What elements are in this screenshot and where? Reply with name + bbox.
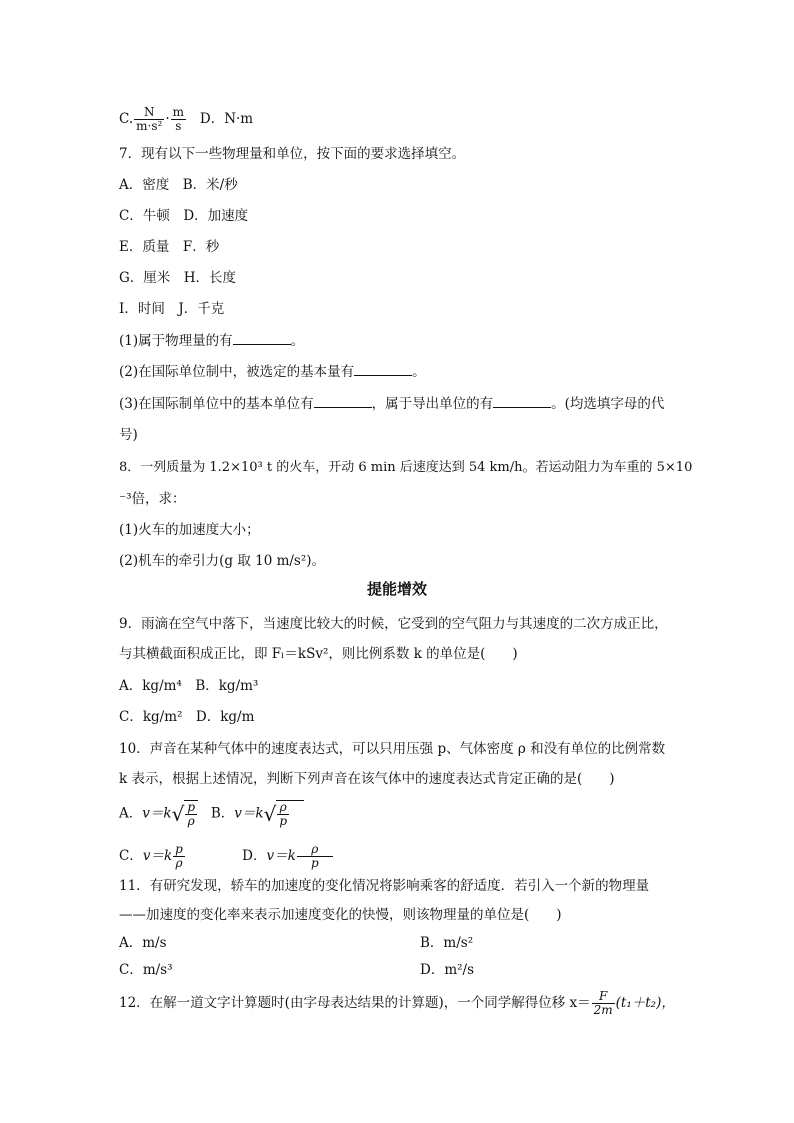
q10-option-b-lhs: v＝k	[234, 805, 264, 822]
q6-options	[119, 106, 253, 133]
q6-fraction-2	[171, 106, 186, 133]
q11-stem-line2: ——加速度的变化率来表示加速度变化的快慢，则该物理量的单位是( )	[119, 907, 562, 923]
q7-part2	[119, 363, 426, 381]
q10-options-ab	[119, 800, 304, 828]
q10-d-num: ρ	[297, 843, 333, 857]
q7-part1	[119, 332, 304, 350]
q6-option-d: D．N·m	[199, 111, 254, 127]
q10-option-a-label: A．	[119, 805, 143, 822]
q10-c-den: ρ	[175, 856, 183, 870]
q6-frac1-num: N	[134, 106, 164, 120]
q10-option-d-label: D．	[242, 848, 267, 864]
q6-frac2-den: s	[175, 119, 182, 133]
q11-option-d: D．m²/s	[420, 962, 475, 978]
q6-frac2-num: m	[172, 105, 184, 119]
q10-b-den: p	[279, 814, 288, 828]
q9-stem-line2: 与其横截面积成正比，即 Fₗ＝kSv²，则比例系数 k 的单位是( )	[119, 646, 518, 662]
q10-b-num: ρ	[277, 801, 289, 815]
q10-options-cd	[119, 843, 334, 870]
q11-stem-line1: 11．有研究发现，轿车的加速度的变化情况将影响乘客的舒适度．若引入一个新的物理量	[119, 878, 650, 894]
q7-stem: 7．现有以下一些物理量和单位，按下面的要求选择填空。	[119, 146, 466, 162]
q7-part3	[119, 395, 664, 413]
q8-part1: (1)火车的加速度大小；	[119, 522, 260, 538]
q7-part2-end: 。	[412, 364, 426, 380]
q11-option-c: C．m/s³	[119, 962, 173, 978]
q7-row5: I．时间 J．千克	[119, 301, 225, 317]
q7-part1-end: 。	[290, 333, 305, 349]
q10-c-num: p	[175, 842, 183, 856]
q10-stem-line2: k 表示，根据上述情况，判断下列声音在该气体中的速度表达式肯定正确的是( )	[119, 771, 615, 787]
q7-part3-mid: ，属于导出单位的有	[371, 396, 494, 412]
q10-d-den: p	[310, 856, 319, 870]
q12-tail: (t₁＋t₂)，	[615, 995, 675, 1011]
q12-frac-den: 2m	[593, 1003, 613, 1017]
answer-blank[interactable]	[233, 332, 291, 345]
q7-row2: C．牛顿 D．加速度	[119, 208, 249, 224]
q6-dot: ·	[165, 111, 170, 127]
sqrt-symbol: √ $\frac{p}{\rho}$	[172, 800, 198, 828]
q7-row3: E．质量 F．秒	[119, 239, 220, 255]
answer-blank[interactable]	[314, 395, 372, 408]
q6-frac1-den: m·s²	[136, 119, 163, 133]
q12-frac-num: F	[592, 990, 615, 1004]
q7-row1: A．密度 B．米/秒	[119, 177, 238, 193]
q8-part2: (2)机车的牵引力(g 取 10 m/s²)。	[119, 553, 326, 569]
q7-row4: G．厘米 H．长度	[119, 270, 237, 286]
answer-blank[interactable]	[493, 395, 551, 408]
q8-stem-line2: ⁻³倍，求：	[119, 491, 186, 507]
q10-a-den: ρ	[187, 814, 195, 828]
section-heading: 提能增效	[366, 580, 427, 598]
q11-option-b: B．m/s²	[420, 935, 474, 951]
sqrt-symbol: √ $\frac{\rho}{p}$	[264, 800, 304, 828]
q7-part3-end: 。(均选填字母的代	[551, 396, 665, 412]
q7-part3-wrap: 号)	[119, 427, 138, 443]
q9-options-row1: A．kg/m⁴ B．kg/m³	[119, 678, 259, 694]
q10-option-b-label: B．	[210, 805, 235, 822]
q10-a-num: p	[187, 800, 195, 814]
q9-options-row2: C．kg/m² D．kg/m	[119, 709, 255, 725]
q10-option-a-lhs: v＝k	[142, 805, 172, 822]
q10-option-c-label: C．	[119, 848, 143, 864]
q10-option-c-lhs: v＝k	[142, 848, 173, 864]
q10-option-d-lhs: v＝k	[266, 848, 296, 864]
q7-part3-text: (3)在国际制单位中的基本单位有	[119, 396, 314, 412]
q10-stem-line1: 10．声音在某种气体中的速度表达式，可以只用压强 p、气体密度 ρ 和没有单位的比例常数	[119, 741, 666, 757]
q11-option-a: A．m/s	[119, 935, 167, 951]
q12-stem-text: 12．在解一道文字计算题时(由字母表达结果的计算题)，一个同学解得位移 x＝	[119, 995, 591, 1011]
q7-part2-text: (2)在国际单位制中，被选定的基本量有	[119, 364, 355, 380]
q6-fraction-1	[134, 106, 164, 133]
q8-stem-line1: 8．一列质量为 1.2×10³ t 的火车，开动 6 min 后速度达到 54 km/h。若运动阻力为车重的 5×10	[119, 460, 693, 475]
q9-stem-line1: 9．雨滴在空气中落下，当速度比较大的时候，它受到的空气阻力与其速度的二次方成正比，	[119, 616, 668, 632]
q7-part1-text: (1)属于物理量的有	[119, 333, 233, 349]
answer-blank[interactable]	[354, 363, 412, 376]
q6-option-c-label: C.	[119, 111, 134, 127]
q12-stem	[119, 990, 675, 1017]
